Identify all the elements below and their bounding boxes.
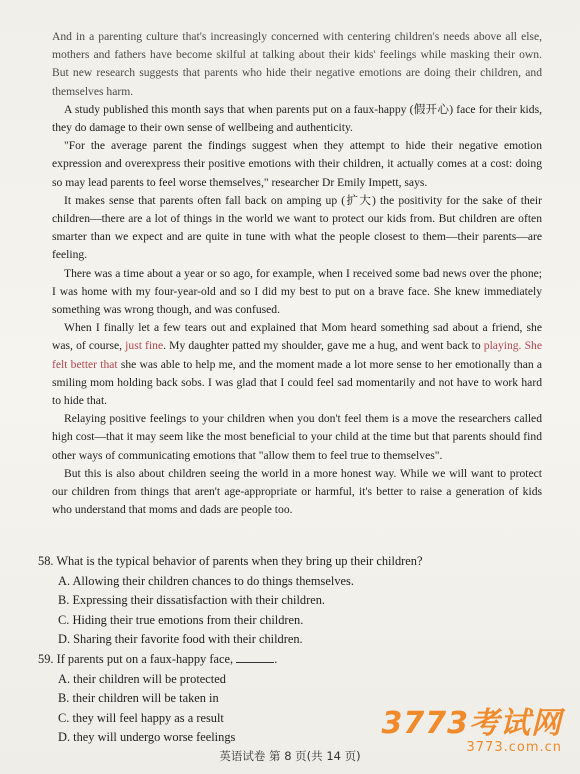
question-58-option-c: C. Hiding their true emotions from their children. — [58, 612, 304, 627]
reading-passage — [52, 28, 542, 519]
paragraph-2: A study published this month says that when parents put on a faux-happy (假开心) face for their kids, they do damage to their own sense of wellbeing and authenticity. — [52, 102, 542, 135]
question-58-option-b: B. Expressing their dissatisfaction with their children. — [58, 593, 326, 608]
watermark-url: 3773.com.cn — [466, 740, 562, 755]
paragraph-6-text-c: she was able to help me, and the moment made a lot more sense to her emotionally than a smiling mom holding back sobs. I was glad that I could feel sad momentarily and not have to work hard to hide that. — [52, 357, 542, 408]
paragraph-1: And in a parenting culture that's increasingly concerned with centering children's needs above all else, mothers and fathers have become skilful at talking about their kids' feelings while masking their own. But new research suggests that parents who hide their negative emotions are doing their children, and themselves harm. — [52, 30, 542, 98]
question-59-option-a: A. their children will be protected — [58, 671, 226, 686]
answer-blank — [236, 652, 274, 663]
question-59-option-c: C. they will feel happy as a result — [58, 710, 224, 725]
watermark-logo-text: 3773考试网 — [381, 706, 562, 741]
question-59-option-d: D. they will undergo worse feelings — [58, 730, 236, 745]
paragraph-4: It makes sense that parents often fall back on amping up (扩大) the positivity for the sake of their children—there are a lot of things in the world we want to protect our kids from. But children are often smarter than we expect and are quite in tune with what the people closest to them—their parents—are feeling. — [52, 193, 542, 262]
paragraph-7: Relaying positive feelings to your children when you don't feel them is a move the researchers called high cost—that it may seem like the most beneficial to your child at the time but that parents should find other ways of communicating emotions that "allow them to feel true to themselves". — [52, 412, 542, 462]
question-59-line: 59. If parents put on a faux-happy face, . — [38, 651, 278, 666]
paragraph-5: There was a time about a year or so ago, for example, when I received some bad news over the phone; I was home with my four-year-old and so I did my best to put on a brave face. She knew immediately something was wrong though, and was confused. — [52, 266, 542, 317]
question-58-option-d: D. Sharing their favorite food with their children. — [58, 632, 303, 647]
page-footer: 英语试卷 第 8 页(共 14 页) — [219, 749, 361, 763]
paragraph-6-text-a: When I finally let a few tears out and explained that Mom heard something sad about a friend, she was, of course, — [52, 321, 542, 353]
paragraph-8: But this is also about children seeing the world in a more honest way. While we will want to protect our children from things that aren't age-appropriate or harmful, it's better to raise a generation of kids who understand that moms and dads are people too. — [52, 466, 542, 517]
question-59-option-b: B. their children will be taken in — [58, 691, 219, 706]
question-58-stem: 58. What is the typical behavior of parents when they bring up their children? — [38, 554, 423, 568]
question-58-option-a: A. Allowing their children chances to do things themselves. — [58, 573, 354, 588]
highlight-just-fine: just fine — [125, 339, 164, 353]
paragraph-6 — [52, 319, 542, 410]
paragraph-3: "For the average parent the findings suggest when they attempt to hide their negative emotion expression and overexpress their positive emotions with their children, it actually comes at a cost: doing so may lead parents to feel worse themselves," researcher Dr Emily Impett, says. — [52, 139, 542, 189]
question-59-stem: 59. If parents put on a faux-happy face, — [38, 651, 234, 666]
paragraph-6-text-b: . My daughter patted my shoulder, gave me a hug, and went back to — [163, 339, 484, 353]
highlight-playing: playing. She felt better that — [52, 339, 542, 371]
